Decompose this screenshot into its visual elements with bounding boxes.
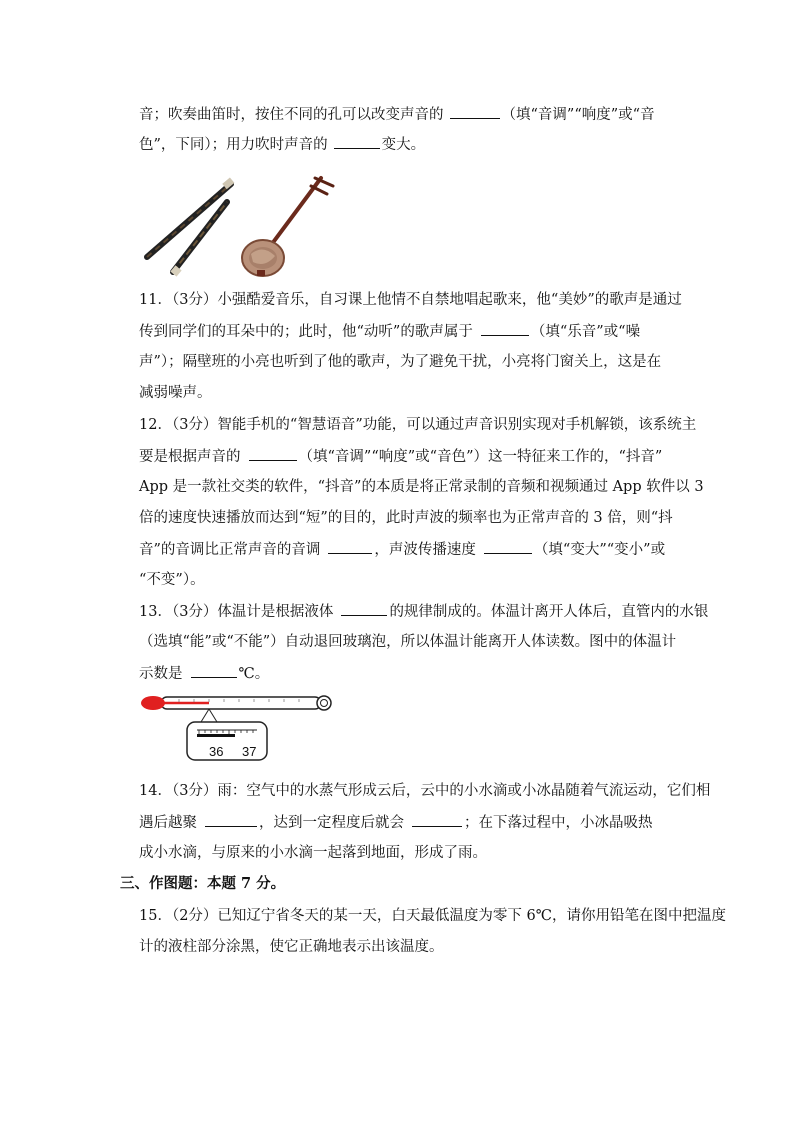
q11-line4: 减弱噪声。 [139,385,212,401]
answer-blank[interactable] [249,446,297,461]
answer-blank[interactable] [341,601,387,616]
q14-line3: 成小水滴，与原来的小水滴一起落到地面，形成了雨。 [139,845,487,861]
q15-line2: 计的液柱部分涂黑，使它正确地表示出该温度。 [139,939,444,955]
scale-label-37: 37 [242,744,257,759]
q11-line3: 声”）；隔壁班的小亮也听到了他的歌声，为了避免干扰，小亮将门窗关上，这是在 [139,354,662,370]
answer-blank[interactable] [450,104,500,119]
q12-text: 音”的音调比正常声音的音调 [139,542,321,558]
answer-blank[interactable] [205,812,257,827]
q12-text: ，声波传播速度 [374,542,476,558]
section-heading: 三、作图题：本题 7 分。 [120,875,286,892]
q15-line1: 15．（2分）已知辽宁省冬天的某一天，白天最低温度为零下 6℃，请你用铅笔在图中把温度 [139,908,726,924]
q13-line2: （选填“能”或“不能”）自动退回玻璃泡，所以体温计能离开人体读数。图中的体温计 [139,634,677,650]
q14-text: ，达到一定程度后就会 [259,815,404,831]
q11-text: （填“乐音”或“噪 [530,324,641,340]
q13-line1 [139,601,708,622]
q14-text: ；在下落过程中，小冰晶吸热 [464,815,653,831]
q12-text: 要是根据声音的 [139,449,241,465]
mercury-bulb [141,696,165,710]
q14-text: 遇后越聚 [139,815,197,831]
answer-blank[interactable] [481,321,529,336]
q12-line6: “不变”）。 [139,572,205,588]
q12-line4: 倍的速度快速播放而达到“短”的目的，此时声波的频率也为正常声音的 3 倍，则“抖 [139,510,673,526]
q11-text: 传到同学们的耳朵中的；此时，他“动听”的歌声属于 [139,324,473,340]
q13-text: 的规律制成的。体温计离开人体后，直管内的水银 [389,604,709,620]
q10-text: 色”，下同）；用力吹时声音的 [139,137,328,153]
answer-blank[interactable] [328,539,372,554]
answer-blank[interactable] [484,539,532,554]
q12-line2 [139,446,662,467]
q12-line3: App 是一款社交类的软件，“抖音”的本质是将正常录制的音频和视频通过 App 软件以 3 [139,479,704,495]
q14-line1: 14．（3分）雨：空气中的水蒸气形成云后，云中的小水滴或小冰晶随着气流运动，它们相 [139,783,711,799]
q12-text: （填“变大”“变小”或 [533,542,666,558]
q11-line1: 11．（3分）小强酷爱音乐，自习课上他情不自禁地唱起歌来，他“美妙”的歌声是通过 [139,292,682,308]
q10-line2 [139,134,425,155]
magnified-mercury [197,734,235,737]
q14-line2 [139,812,653,833]
q10-text: 音；吹奏曲笛时，按住不同的孔可以改变声音的 [139,107,444,123]
q13-text: 示数是 [139,666,183,682]
q12-text: （填“音调”“响度”或“音色”）这一特征来工作的，“抖音” [298,449,663,465]
q13-text: ℃。 [238,666,270,682]
answer-blank[interactable] [191,663,237,678]
flute-and-erhu-image [139,172,369,280]
q13-line3 [139,663,269,684]
erhu-icon [242,178,333,276]
q10-line1 [139,104,655,125]
q12-line1: 12．（3分）智能手机的“智慧语音”功能，可以通过声音识别实现对手机解锁，该系统主 [139,417,697,433]
q11-line2 [139,321,640,342]
q13-text: 13．（3分）体温计是根据液体 [139,604,334,620]
clinical-thermometer-figure [139,690,339,762]
q10-text: 变大。 [381,137,426,153]
answer-blank[interactable] [412,812,462,827]
answer-blank[interactable] [334,134,380,149]
q10-text: （填“音调”“响度”或“音 [501,107,655,123]
scale-label-36: 36 [209,744,224,759]
flute-icon [147,177,234,276]
q12-line5 [139,539,665,560]
